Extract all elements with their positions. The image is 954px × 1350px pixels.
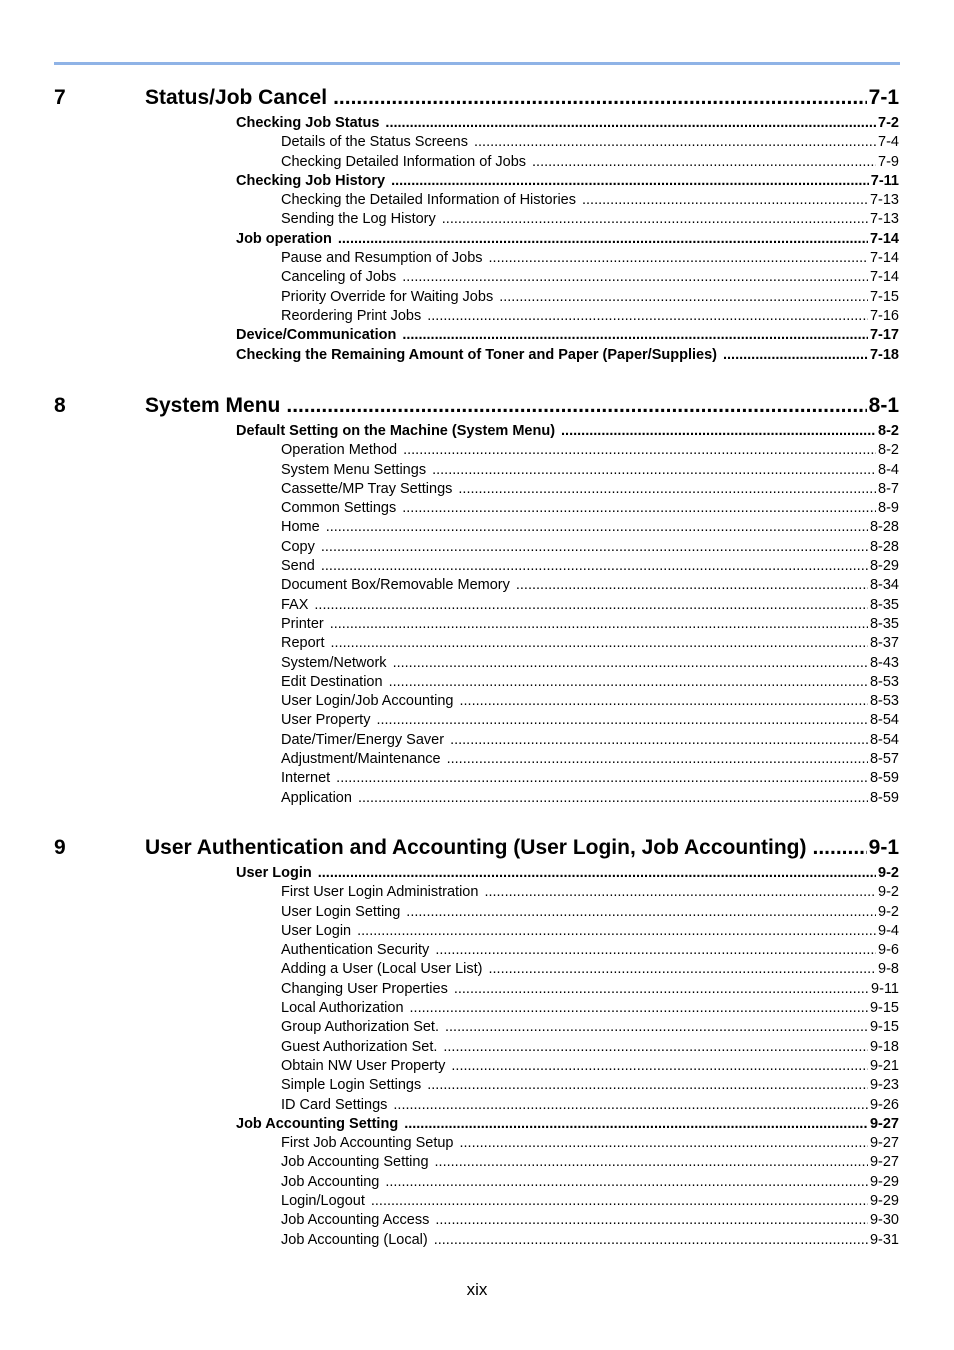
leader-dots [333, 84, 867, 112]
toc-section-entry[interactable] [236, 1115, 899, 1134]
entry-page: 9-29 [869, 1193, 899, 1210]
entry-title: Job Accounting Access [281, 1212, 430, 1229]
leader-dots [460, 1134, 868, 1153]
toc-subsection-entry[interactable] [281, 557, 899, 576]
entry-title: Local Authorization [281, 1000, 404, 1017]
entry-title: Changing User Properties [281, 980, 448, 997]
chapter-8 [0, 392, 954, 808]
entry-title: Report [281, 635, 325, 652]
leader-dots [488, 960, 876, 979]
leader-dots [326, 518, 868, 537]
chapter-title-row [145, 392, 899, 420]
entry-title: Sending the Log History [281, 211, 436, 228]
toc-subsection-entry[interactable] [281, 480, 899, 499]
entry-page: 8-53 [869, 673, 899, 690]
toc-subsection-entry[interactable] [281, 941, 899, 960]
toc-subsection-entry[interactable] [281, 1134, 899, 1153]
leader-dots [391, 172, 869, 191]
entry-title: Reordering Print Jobs [281, 307, 422, 324]
leader-dots [813, 834, 867, 862]
leader-dots [435, 941, 876, 960]
page-number: xix [466, 1280, 488, 1299]
toc-subsection-entry[interactable] [281, 441, 899, 460]
entry-page: 7-4 [878, 134, 899, 151]
toc-subsection-entry[interactable] [281, 307, 899, 326]
entry-title: Canceling of Jobs [281, 269, 397, 286]
entry-page: 7-16 [869, 307, 899, 324]
entry-page: 8-34 [869, 577, 899, 594]
entry-title: Login/Logout [281, 1193, 365, 1210]
toc-subsection-entry[interactable] [281, 883, 899, 902]
leader-dots [484, 883, 876, 902]
chapter-number: 9 [54, 836, 66, 859]
toc-subsection-entry[interactable] [281, 268, 899, 287]
toc-subsection-entry[interactable] [281, 922, 899, 941]
chapter-number: 7 [54, 86, 66, 109]
entry-title: Job Accounting Setting [236, 1115, 399, 1132]
toc-subsection-entry[interactable] [281, 789, 899, 808]
leader-dots [434, 1231, 868, 1250]
entry-page: 9-8 [878, 961, 899, 978]
entry-page: 9-26 [869, 1096, 899, 1113]
entry-page: 9-27 [869, 1135, 899, 1152]
leader-dots [402, 499, 876, 518]
leader-dots [443, 1038, 868, 1057]
entry-page: 7-14 [869, 250, 899, 267]
toc-section-entry[interactable] [236, 114, 899, 133]
entry-title: Authentication Security [281, 942, 430, 959]
entry-page: 8-28 [869, 538, 899, 555]
chapter-page: 8-1 [868, 394, 899, 417]
toc-subsection-entry[interactable] [281, 1057, 899, 1076]
leader-dots [454, 980, 869, 999]
entry-title: Checking the Remaining Amount of Toner and Paper (Paper/Supplies) [236, 346, 717, 363]
entry-list [0, 114, 954, 365]
leader-dots [393, 1096, 868, 1115]
entry-page: 9-18 [869, 1038, 899, 1055]
toc-subsection-entry[interactable] [281, 518, 899, 537]
entry-title: Job Accounting [281, 1173, 380, 1190]
entry-list [0, 422, 954, 808]
toc-section-entry[interactable] [236, 422, 899, 441]
leader-dots [427, 1076, 868, 1095]
toc-subsection-entry[interactable] [281, 769, 899, 788]
entry-title: Document Box/Removable Memory [281, 577, 510, 594]
leader-dots [402, 326, 868, 345]
entry-page: 9-2 [878, 865, 899, 881]
leader-dots [336, 769, 868, 788]
entry-page: 8-37 [869, 635, 899, 652]
chapter-heading[interactable] [0, 834, 954, 862]
leader-dots [723, 346, 868, 365]
toc-subsection-entry[interactable] [281, 288, 899, 307]
leader-dots [442, 210, 868, 229]
toc-subsection-entry[interactable] [281, 499, 899, 518]
toc-subsection-entry[interactable] [281, 654, 899, 673]
chapter-7 [0, 84, 954, 365]
entry-title: First Job Accounting Setup [281, 1135, 454, 1152]
entry-title: FAX [281, 596, 309, 613]
leader-dots [489, 249, 868, 268]
entry-page: 8-57 [869, 751, 899, 768]
entry-page: 9-4 [878, 922, 899, 939]
leader-dots [331, 634, 868, 653]
toc-subsection-entry[interactable] [281, 596, 899, 615]
leader-dots [410, 999, 868, 1018]
toc-subsection-entry[interactable] [281, 1096, 899, 1115]
toc-section-entry[interactable] [236, 326, 899, 345]
entry-page: 9-30 [869, 1212, 899, 1229]
leader-dots [385, 1173, 868, 1192]
toc-subsection-entry[interactable] [281, 153, 899, 172]
entry-title: Home [281, 519, 320, 536]
leader-dots [445, 1018, 868, 1037]
entry-list [0, 864, 954, 1250]
leader-dots [561, 422, 876, 441]
leader-dots [385, 114, 876, 133]
leader-dots [321, 557, 868, 576]
entry-title: First User Login Administration [281, 884, 479, 901]
chapter-heading[interactable] [0, 84, 954, 112]
leader-dots [321, 538, 868, 557]
leader-dots [474, 133, 876, 152]
toc-subsection-entry[interactable] [281, 576, 899, 595]
entry-title: Checking Detailed Information of Jobs [281, 153, 527, 170]
chapter-number: 8 [54, 394, 66, 417]
entry-page: 8-7 [878, 480, 899, 497]
toc-subsection-entry[interactable] [281, 1211, 899, 1230]
entry-title: Guest Authorization Set. [281, 1038, 438, 1055]
toc-subsection-entry[interactable] [281, 634, 899, 653]
leader-dots [286, 392, 866, 420]
leader-dots [450, 731, 868, 750]
entry-page: 7-17 [869, 327, 899, 344]
chapter-title: Status/Job Cancel [145, 86, 328, 109]
leader-dots [330, 615, 868, 634]
entry-page: 8-2 [878, 442, 899, 459]
toc-subsection-entry[interactable] [281, 999, 899, 1018]
toc-subsection-entry[interactable] [281, 960, 899, 979]
entry-page: 9-23 [869, 1077, 899, 1094]
entry-page: 8-2 [878, 423, 899, 439]
toc-subsection-entry[interactable] [281, 1018, 899, 1037]
toc-subsection-entry[interactable] [281, 210, 899, 229]
entry-page: 9-29 [869, 1173, 899, 1190]
entry-title: Send [281, 558, 315, 575]
entry-page: 8-29 [869, 558, 899, 575]
leader-dots [404, 1115, 868, 1134]
entry-page: 9-6 [878, 942, 899, 959]
entry-page: 8-28 [869, 519, 899, 536]
entry-page: 9-15 [869, 1000, 899, 1017]
entry-title: Printer [281, 615, 324, 632]
entry-title: Adding a User (Local User List) [281, 961, 483, 978]
chapter-9 [0, 834, 954, 1250]
entry-page: 9-2 [878, 903, 899, 920]
leader-dots [403, 441, 876, 460]
entry-page: 8-9 [878, 500, 899, 517]
entry-page: 8-54 [869, 712, 899, 729]
toc-section-entry[interactable] [236, 864, 899, 883]
leader-dots [314, 596, 868, 615]
toc-subsection-entry[interactable] [281, 1231, 899, 1250]
leader-dots [451, 1057, 868, 1076]
leader-dots [432, 461, 876, 480]
entry-page: 8-54 [869, 731, 899, 748]
toc-subsection-entry[interactable] [281, 133, 899, 152]
entry-page: 7-13 [869, 192, 899, 209]
entry-title: Simple Login Settings [281, 1077, 422, 1094]
toc-subsection-entry[interactable] [281, 1038, 899, 1057]
entry-page: 7-18 [869, 346, 899, 363]
leader-dots [371, 1192, 868, 1211]
header-rule [54, 62, 900, 65]
entry-title: Device/Communication [236, 327, 397, 344]
entry-title: Job Accounting Setting [281, 1154, 429, 1171]
entry-title: Edit Destination [281, 673, 383, 690]
toc-subsection-entry[interactable] [281, 461, 899, 480]
entry-title: Date/Timer/Energy Saver [281, 731, 445, 748]
entry-title: Checking Job Status [236, 115, 380, 131]
toc-subsection-entry[interactable] [281, 731, 899, 750]
toc-subsection-entry[interactable] [281, 538, 899, 557]
toc-subsection-entry[interactable] [281, 249, 899, 268]
chapter-title: System Menu [145, 394, 281, 417]
entry-page: 8-59 [869, 789, 899, 806]
entry-title: User Login [236, 865, 312, 881]
entry-title: Default Setting on the Machine (System Menu) [236, 423, 556, 439]
entry-title: System Menu Settings [281, 461, 427, 478]
leader-dots [389, 673, 868, 692]
leader-dots [447, 750, 868, 769]
chapter-title-row [145, 834, 899, 862]
chapter-title: User Authentication and Accounting (User Login, Job Accounting) [145, 836, 807, 859]
leader-dots [532, 153, 876, 172]
leader-dots [406, 903, 876, 922]
entry-title: Pause and Resumption of Jobs [281, 250, 483, 267]
entry-page: 8-43 [869, 654, 899, 671]
entry-title: ID Card Settings [281, 1096, 388, 1113]
leader-dots [402, 268, 868, 287]
entry-title: Job Accounting (Local) [281, 1231, 428, 1248]
entry-page: 7-14 [869, 230, 899, 247]
toc-section-entry[interactable] [236, 172, 899, 191]
entry-title: Operation Method [281, 442, 398, 459]
entry-title: User Property [281, 712, 371, 729]
toc-subsection-entry[interactable] [281, 750, 899, 769]
entry-title: User Login [281, 922, 352, 939]
leader-dots [376, 711, 868, 730]
chapter-page: 7-1 [868, 86, 899, 109]
entry-title: Job operation [236, 230, 332, 247]
entry-page: 8-59 [869, 770, 899, 787]
leader-dots [516, 576, 868, 595]
leader-dots [435, 1211, 868, 1230]
entry-page: 7-11 [870, 172, 899, 189]
entry-page: 8-53 [869, 693, 899, 710]
toc-subsection-entry[interactable] [281, 615, 899, 634]
entry-title: User Login Setting [281, 903, 401, 920]
leader-dots [318, 864, 876, 883]
leader-dots [358, 789, 868, 808]
entry-page: 8-35 [869, 596, 899, 613]
entry-title: Obtain NW User Property [281, 1057, 446, 1074]
entry-page: 7-13 [869, 211, 899, 228]
entry-page: 9-11 [871, 980, 899, 997]
toc-subsection-entry[interactable] [281, 1153, 899, 1172]
toc-subsection-entry[interactable] [281, 1192, 899, 1211]
entry-title: Internet [281, 770, 331, 787]
entry-page: 9-27 [869, 1154, 899, 1171]
toc-subsection-entry[interactable] [281, 673, 899, 692]
entry-page: 9-21 [869, 1057, 899, 1074]
entry-page: 7-9 [878, 153, 899, 170]
entry-title: Priority Override for Waiting Jobs [281, 288, 494, 305]
entry-title: Copy [281, 538, 315, 555]
entry-title: System/Network [281, 654, 387, 671]
leader-dots [393, 654, 868, 673]
entry-page: 9-2 [878, 884, 899, 901]
toc-subsection-entry[interactable] [281, 191, 899, 210]
entry-title: User Login/Job Accounting [281, 693, 454, 710]
entry-title: Cassette/MP Tray Settings [281, 480, 453, 497]
toc-section-entry[interactable] [236, 346, 899, 365]
entry-page: 7-15 [869, 288, 899, 305]
entry-title: Checking Job History [236, 172, 386, 189]
entry-title: Adjustment/Maintenance [281, 751, 441, 768]
entry-page: 7-2 [878, 115, 899, 131]
entry-title: Details of the Status Screens [281, 134, 468, 151]
toc-subsection-entry[interactable] [281, 711, 899, 730]
leader-dots [435, 1153, 868, 1172]
entry-title: Common Settings [281, 500, 397, 517]
leader-dots [338, 230, 868, 249]
leader-dots [427, 307, 868, 326]
entry-title: Checking the Detailed Information of Histories [281, 192, 576, 209]
entry-page: 8-35 [869, 615, 899, 632]
chapter-heading[interactable] [0, 392, 954, 420]
entry-title: Application [281, 789, 352, 806]
leader-dots [499, 288, 868, 307]
toc-subsection-entry[interactable] [281, 1076, 899, 1095]
entry-title: Group Authorization Set. [281, 1019, 439, 1036]
toc-subsection-entry[interactable] [281, 692, 899, 711]
leader-dots [460, 692, 868, 711]
toc-subsection-entry[interactable] [281, 980, 899, 999]
toc-subsection-entry[interactable] [281, 1173, 899, 1192]
chapter-title-row [145, 84, 899, 112]
leader-dots [357, 922, 876, 941]
leader-dots [458, 480, 876, 499]
leader-dots [582, 191, 868, 210]
entry-page: 9-15 [869, 1019, 899, 1036]
toc-section-entry[interactable] [236, 230, 899, 249]
entry-page: 8-4 [878, 461, 899, 478]
entry-page: 7-14 [869, 269, 899, 286]
toc-subsection-entry[interactable] [281, 903, 899, 922]
chapter-page: 9-1 [868, 836, 899, 859]
entry-page: 9-27 [869, 1115, 899, 1132]
entry-page: 9-31 [869, 1231, 899, 1248]
